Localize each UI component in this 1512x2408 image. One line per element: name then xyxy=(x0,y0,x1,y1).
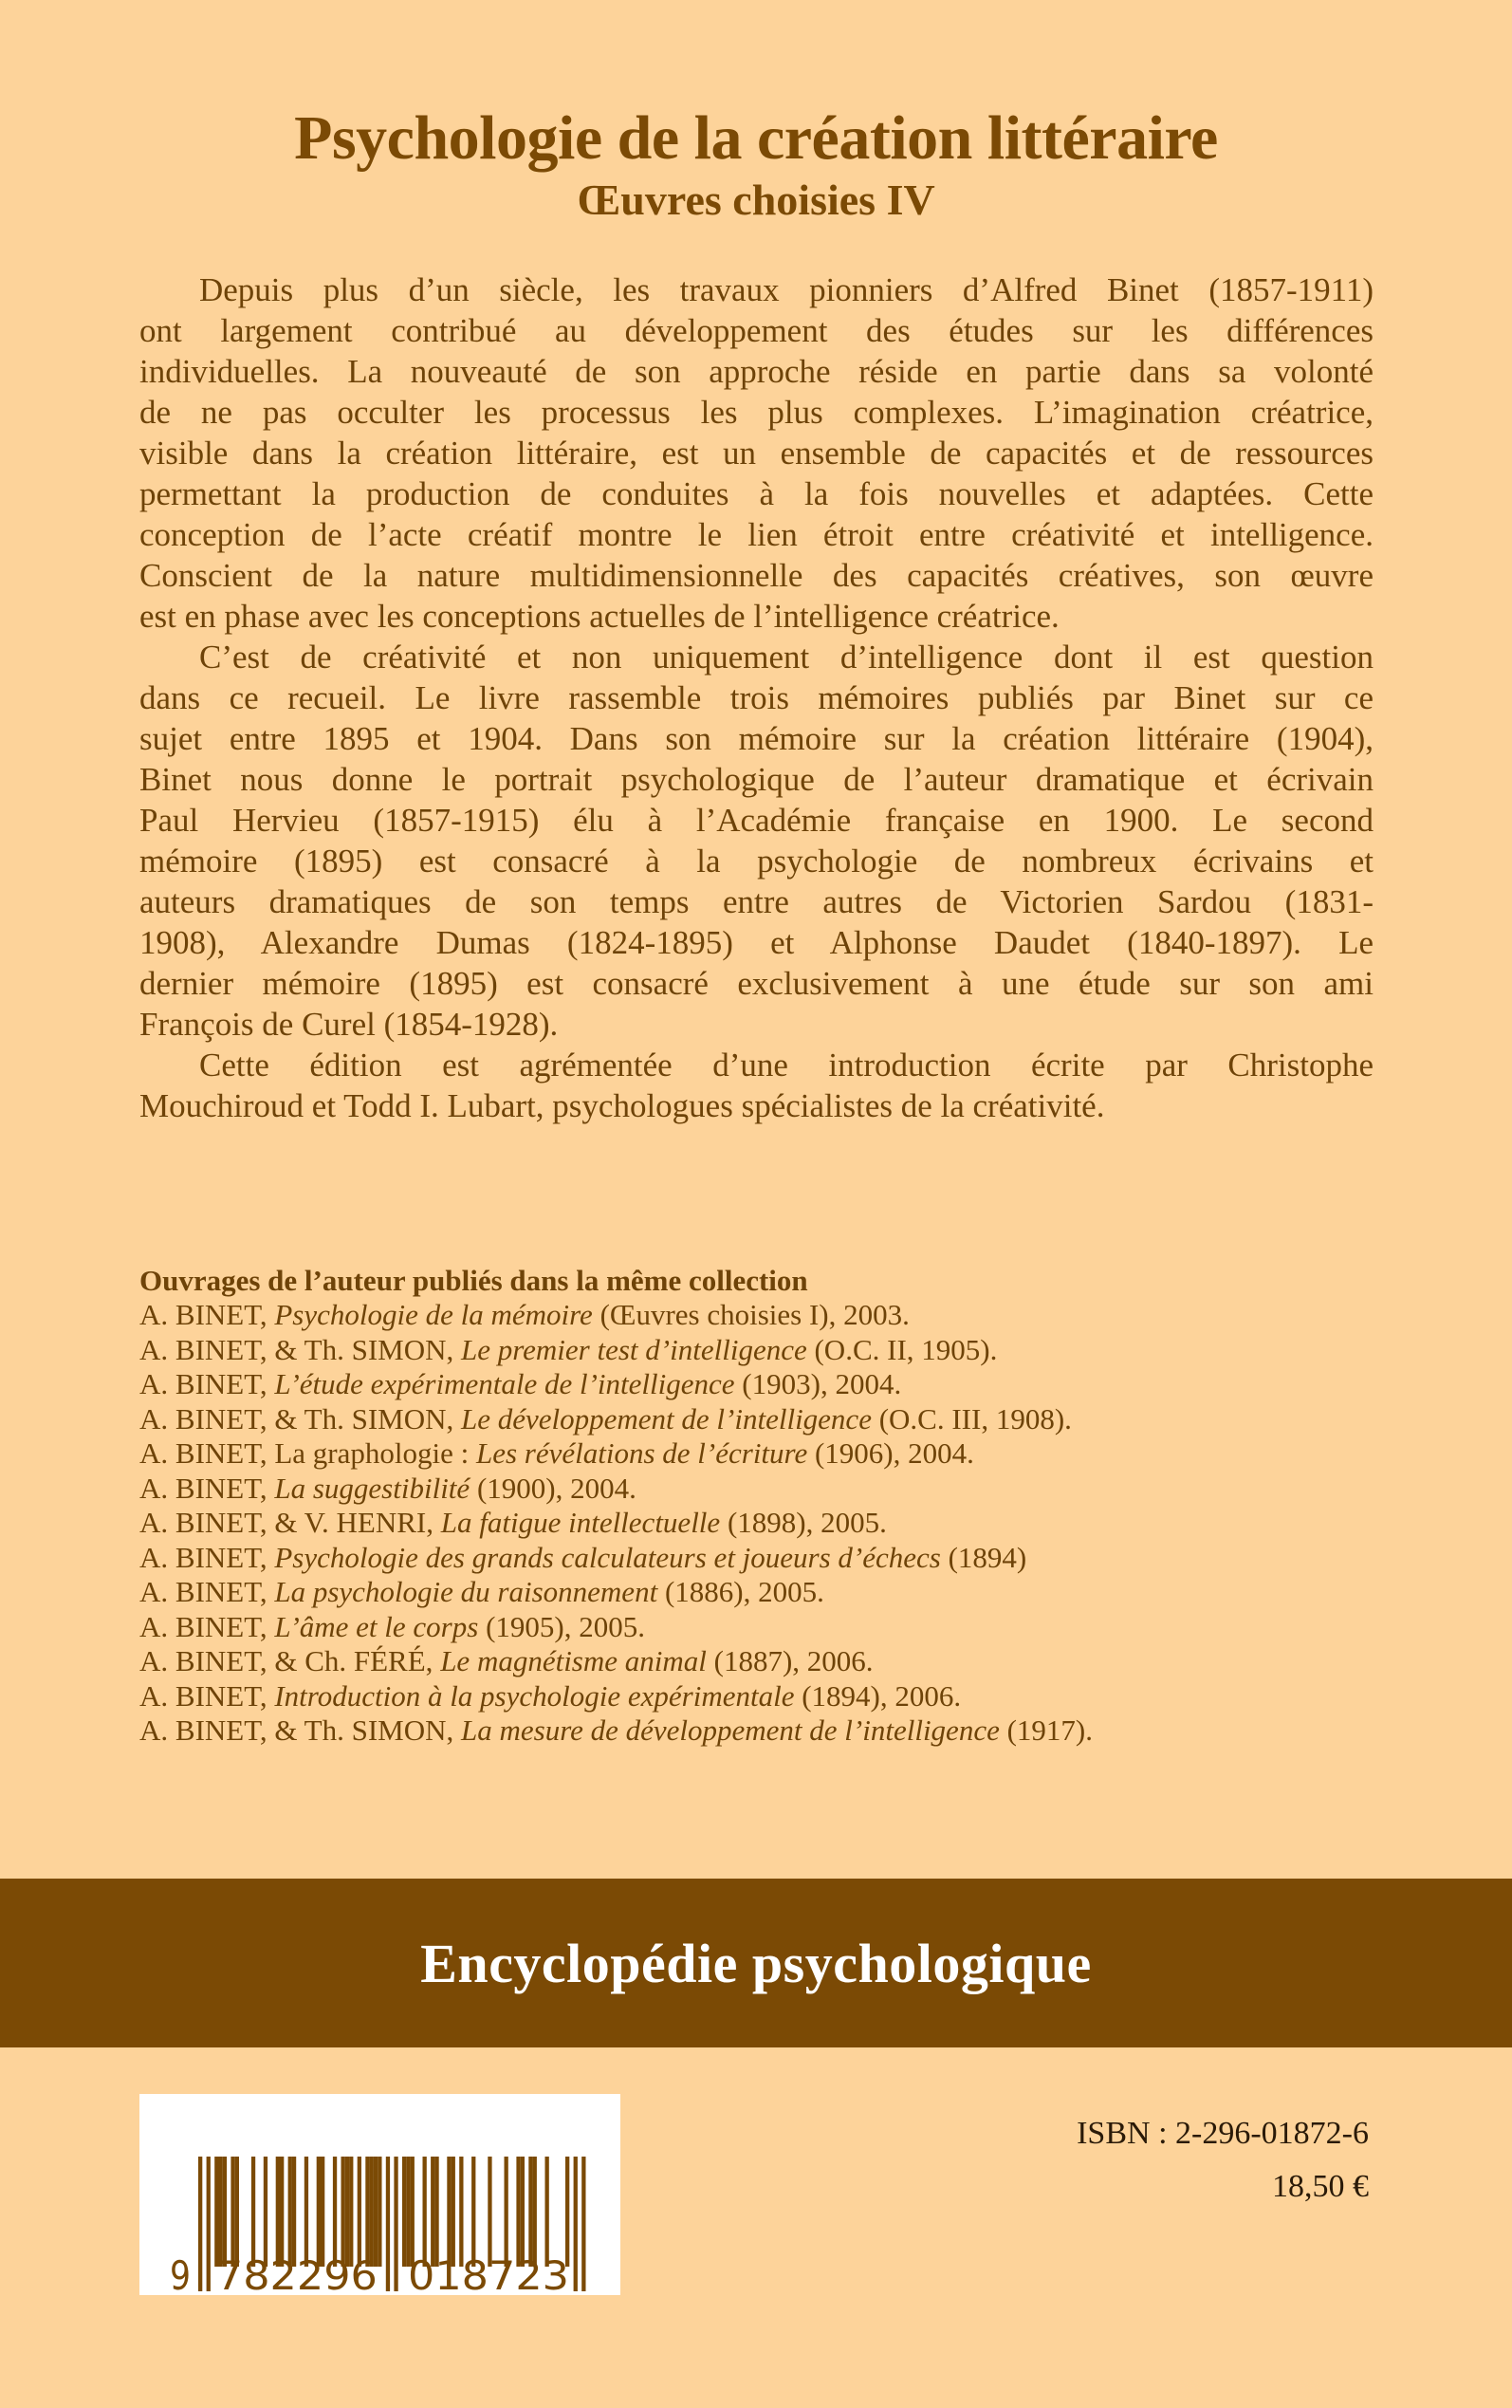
paragraph xyxy=(139,269,1374,637)
work-text: A. BINET, & Th. SIMON, xyxy=(139,1401,461,1436)
work-title: Psychologie de la mémoire xyxy=(274,1298,593,1331)
barcode-bar xyxy=(528,2157,532,2267)
work-text: (Œuvres choisies I), 2003. xyxy=(592,1298,910,1331)
barcode-bar xyxy=(349,2157,353,2267)
barcode-bar xyxy=(505,2157,508,2267)
work-text: (1900), 2004. xyxy=(470,1471,636,1505)
barcode-bar xyxy=(333,2157,337,2267)
work-text: A. BINET, & Th. SIMON, xyxy=(139,1713,461,1747)
work-item xyxy=(139,1333,1093,1368)
paragraph-line: ont largement contribué au développement des études sur les différences xyxy=(139,312,1374,349)
work-text: (O.C. II, 1905). xyxy=(806,1332,998,1366)
work-item xyxy=(139,1644,1093,1679)
work-item xyxy=(139,1575,1093,1610)
barcode-bar xyxy=(365,2157,369,2267)
paragraph-line: Conscient de la nature multidimensionnelle des capacités créatives, son œuvre xyxy=(139,557,1374,594)
work-text: (1906), 2004. xyxy=(807,1436,974,1470)
paragraph-line: Mouchiroud et Todd I. Lubart, psychologues spécialistes de la créativité. xyxy=(139,1087,1105,1124)
work-title: La fatigue intellectuelle xyxy=(440,1506,721,1539)
work-text: A. BINET, xyxy=(139,1471,275,1505)
work-text: (1894), 2006. xyxy=(794,1678,962,1713)
paragraph-line: de ne pas occulter les processus les plus complexes. L’imagination créatrice, xyxy=(139,394,1374,431)
barcode-bar xyxy=(488,2157,491,2267)
barcode-bar xyxy=(288,2157,292,2267)
paragraph-line: dans ce recueil. Le livre rassemble trois mémoires publiés par Binet sur ce xyxy=(139,679,1374,716)
barcode-bar xyxy=(447,2157,451,2267)
barcode-bar xyxy=(452,2157,455,2267)
work-item xyxy=(139,1541,1093,1576)
work-title: Le premier test d’intelligence xyxy=(461,1332,807,1366)
barcode-bar xyxy=(533,2157,537,2267)
work-item xyxy=(139,1472,1093,1507)
barcode-bar xyxy=(471,2157,475,2267)
barcode-bar xyxy=(235,2157,239,2267)
work-title: L’âme et le corps xyxy=(274,1609,479,1643)
barcode-bar xyxy=(406,2157,410,2267)
barcode-bar xyxy=(292,2157,296,2267)
work-text: A. BINET, xyxy=(139,1678,275,1713)
barcode-bar xyxy=(574,2157,578,2291)
work-text: (1898), 2005. xyxy=(720,1506,887,1539)
barcode-bar xyxy=(317,2157,321,2267)
collection-band xyxy=(0,1879,1512,2047)
paragraph-line: Cette édition est agrémentée d’une introduction écrite par Christophe xyxy=(199,1047,1374,1084)
isbn: ISBN : 2-296-01872-6 xyxy=(1077,2116,1369,2151)
paragraph-line: est en phase avec les conceptions actuelles de l’intelligence créatrice. xyxy=(139,598,1060,635)
work-item xyxy=(139,1713,1093,1749)
work-item xyxy=(139,1367,1093,1402)
barcode-digits: 9 xyxy=(170,2252,191,2295)
work-text: A. BINET, xyxy=(139,1575,275,1608)
paragraph-line: conception de l’acte créatif montre le lien étroit entre créativité et intelligence. xyxy=(139,516,1374,553)
paragraph-line: Paul Hervieu (1857-1915) élu à l’Académie française en 1900. Le second xyxy=(139,802,1374,839)
paragraph-line: permettant la production de conduites à la fois nouvelles et adaptées. Cette xyxy=(139,475,1374,512)
work-item xyxy=(139,1506,1093,1541)
work-text: (1917). xyxy=(999,1713,1093,1747)
barcode-bar xyxy=(251,2157,255,2267)
barcode-bar xyxy=(214,2157,218,2267)
work-item xyxy=(139,1610,1093,1645)
barcode-bar xyxy=(370,2157,374,2267)
barcode-bar xyxy=(358,2157,361,2267)
work-text: (1894) xyxy=(940,1540,1027,1574)
barcode-bar xyxy=(434,2157,438,2267)
barcode-digits: 018723 xyxy=(408,2252,569,2295)
barcode-bar xyxy=(394,2157,397,2291)
work-text: (1886), 2005. xyxy=(657,1575,824,1608)
work-text: A. BINET, & Th. SIMON, xyxy=(139,1332,461,1366)
barcode-bar xyxy=(565,2157,569,2267)
collection-name: Encyclopédie psychologique xyxy=(420,1932,1092,1994)
work-text: (1887), 2006. xyxy=(706,1644,874,1677)
barcode-bar xyxy=(341,2157,345,2267)
work-title: Introduction à la psychologie expérimentale xyxy=(274,1678,795,1713)
price: 18,50 € xyxy=(1272,2169,1369,2204)
barcode xyxy=(139,2094,620,2295)
work-title: La psychologie du raisonnement xyxy=(274,1575,658,1608)
barcode-bar xyxy=(581,2157,585,2291)
work-title: La suggestibilité xyxy=(274,1471,470,1505)
paragraph-line: C’est de créativité et non uniquement d’intelligence dont il est question xyxy=(199,639,1374,676)
barcode-bar xyxy=(207,2157,211,2291)
paragraph-line: individuelles. La nouveauté de son approche réside en partie dans sa volonté xyxy=(139,353,1374,390)
work-title: Psychologie des grands calculateurs et joueurs d’échecs xyxy=(274,1540,941,1574)
paragraph-line: mémoire (1895) est consacré à la psychologie de nombreux écrivains et xyxy=(139,843,1374,880)
work-item xyxy=(139,1298,1093,1333)
work-title: Les révélations de l’écriture xyxy=(475,1436,808,1470)
work-text: A. BINET, xyxy=(139,1367,275,1400)
barcode-bar xyxy=(521,2157,525,2267)
work-title: Le développement de l’intelligence xyxy=(461,1401,872,1436)
paragraph-line: Binet nous donne le portrait psychologique de l’auteur dramatique et écrivain xyxy=(139,761,1374,798)
barcode-bar xyxy=(423,2157,427,2267)
work-item xyxy=(139,1679,1093,1714)
work-title: Le magnétisme animal xyxy=(440,1644,707,1677)
book-subtitle: Œuvres choisies IV xyxy=(577,176,935,224)
barcode-image xyxy=(139,2094,620,2295)
barcode-bar xyxy=(276,2157,280,2267)
work-item xyxy=(139,1402,1093,1437)
work-text: A. BINET, La graphologie : xyxy=(139,1436,476,1470)
barcode-bar xyxy=(374,2157,378,2267)
barcode-bar xyxy=(459,2157,463,2267)
barcode-bar xyxy=(321,2157,324,2267)
paragraph-line: dernier mémoire (1895) est consacré exclusivement à une étude sur son ami xyxy=(139,965,1374,1002)
paragraph xyxy=(139,637,1374,1045)
paragraph-line: auteurs dramatiques de son temps entre autres de Victorien Sardou (1831- xyxy=(139,883,1374,920)
work-title: L’étude expérimentale de l’intelligence xyxy=(274,1367,735,1400)
barcode-bar xyxy=(304,2157,308,2267)
barcode-bar xyxy=(264,2157,267,2267)
barcode-bar xyxy=(223,2157,227,2267)
barcode-bar xyxy=(219,2157,223,2267)
paragraph xyxy=(139,1045,1374,1126)
barcode-bar xyxy=(345,2157,349,2267)
work-text: A. BINET, xyxy=(139,1298,275,1331)
barcode-bar xyxy=(431,2157,434,2267)
paragraph-line: 1908), Alexandre Dumas (1824-1895) et Alphonse Daudet (1840-1897). Le xyxy=(139,924,1374,961)
barcode-bar xyxy=(280,2157,284,2267)
work-text: A. BINET, & Ch. FÉRÉ, xyxy=(139,1644,441,1677)
work-item xyxy=(139,1436,1093,1472)
barcode-bar xyxy=(411,2157,415,2267)
book-title: Psychologie de la création littéraire xyxy=(294,103,1218,173)
barcode-bar xyxy=(545,2157,549,2267)
paragraph-line: visible dans la création littéraire, est un ensemble de capacités et de ressources xyxy=(139,435,1374,472)
blurb xyxy=(139,269,1374,1126)
work-text: A. BINET, xyxy=(139,1540,275,1574)
work-text: (1903), 2004. xyxy=(734,1367,902,1400)
work-text: A. BINET, & V. HENRI, xyxy=(139,1506,441,1539)
work-text: (O.C. III, 1908). xyxy=(871,1401,1072,1436)
paragraph-line: Depuis plus d’un siècle, les travaux pionniers d’Alfred Binet (1857-1911) xyxy=(199,271,1374,308)
work-text: (1905), 2005. xyxy=(478,1609,645,1643)
work-text: A. BINET, xyxy=(139,1609,275,1643)
work-title: La mesure de développement de l’intelligence xyxy=(461,1713,1000,1747)
paragraph-line: sujet entre 1895 et 1904. Dans son mémoire sur la création littéraire (1904), xyxy=(139,720,1374,757)
barcode-bar xyxy=(516,2157,520,2267)
barcode-bar xyxy=(230,2157,234,2267)
barcode-bar xyxy=(378,2157,381,2267)
barcode-digits: 782296 xyxy=(215,2252,378,2295)
barcode-bar xyxy=(198,2157,202,2291)
barcode-bar xyxy=(402,2157,406,2267)
works-list xyxy=(139,1298,1093,1749)
barcode-bar xyxy=(386,2157,390,2291)
works-heading: Ouvrages de l’auteur publiés dans la même collection xyxy=(139,1264,808,1297)
paragraph-line: François de Curel (1854-1928). xyxy=(139,1006,559,1043)
